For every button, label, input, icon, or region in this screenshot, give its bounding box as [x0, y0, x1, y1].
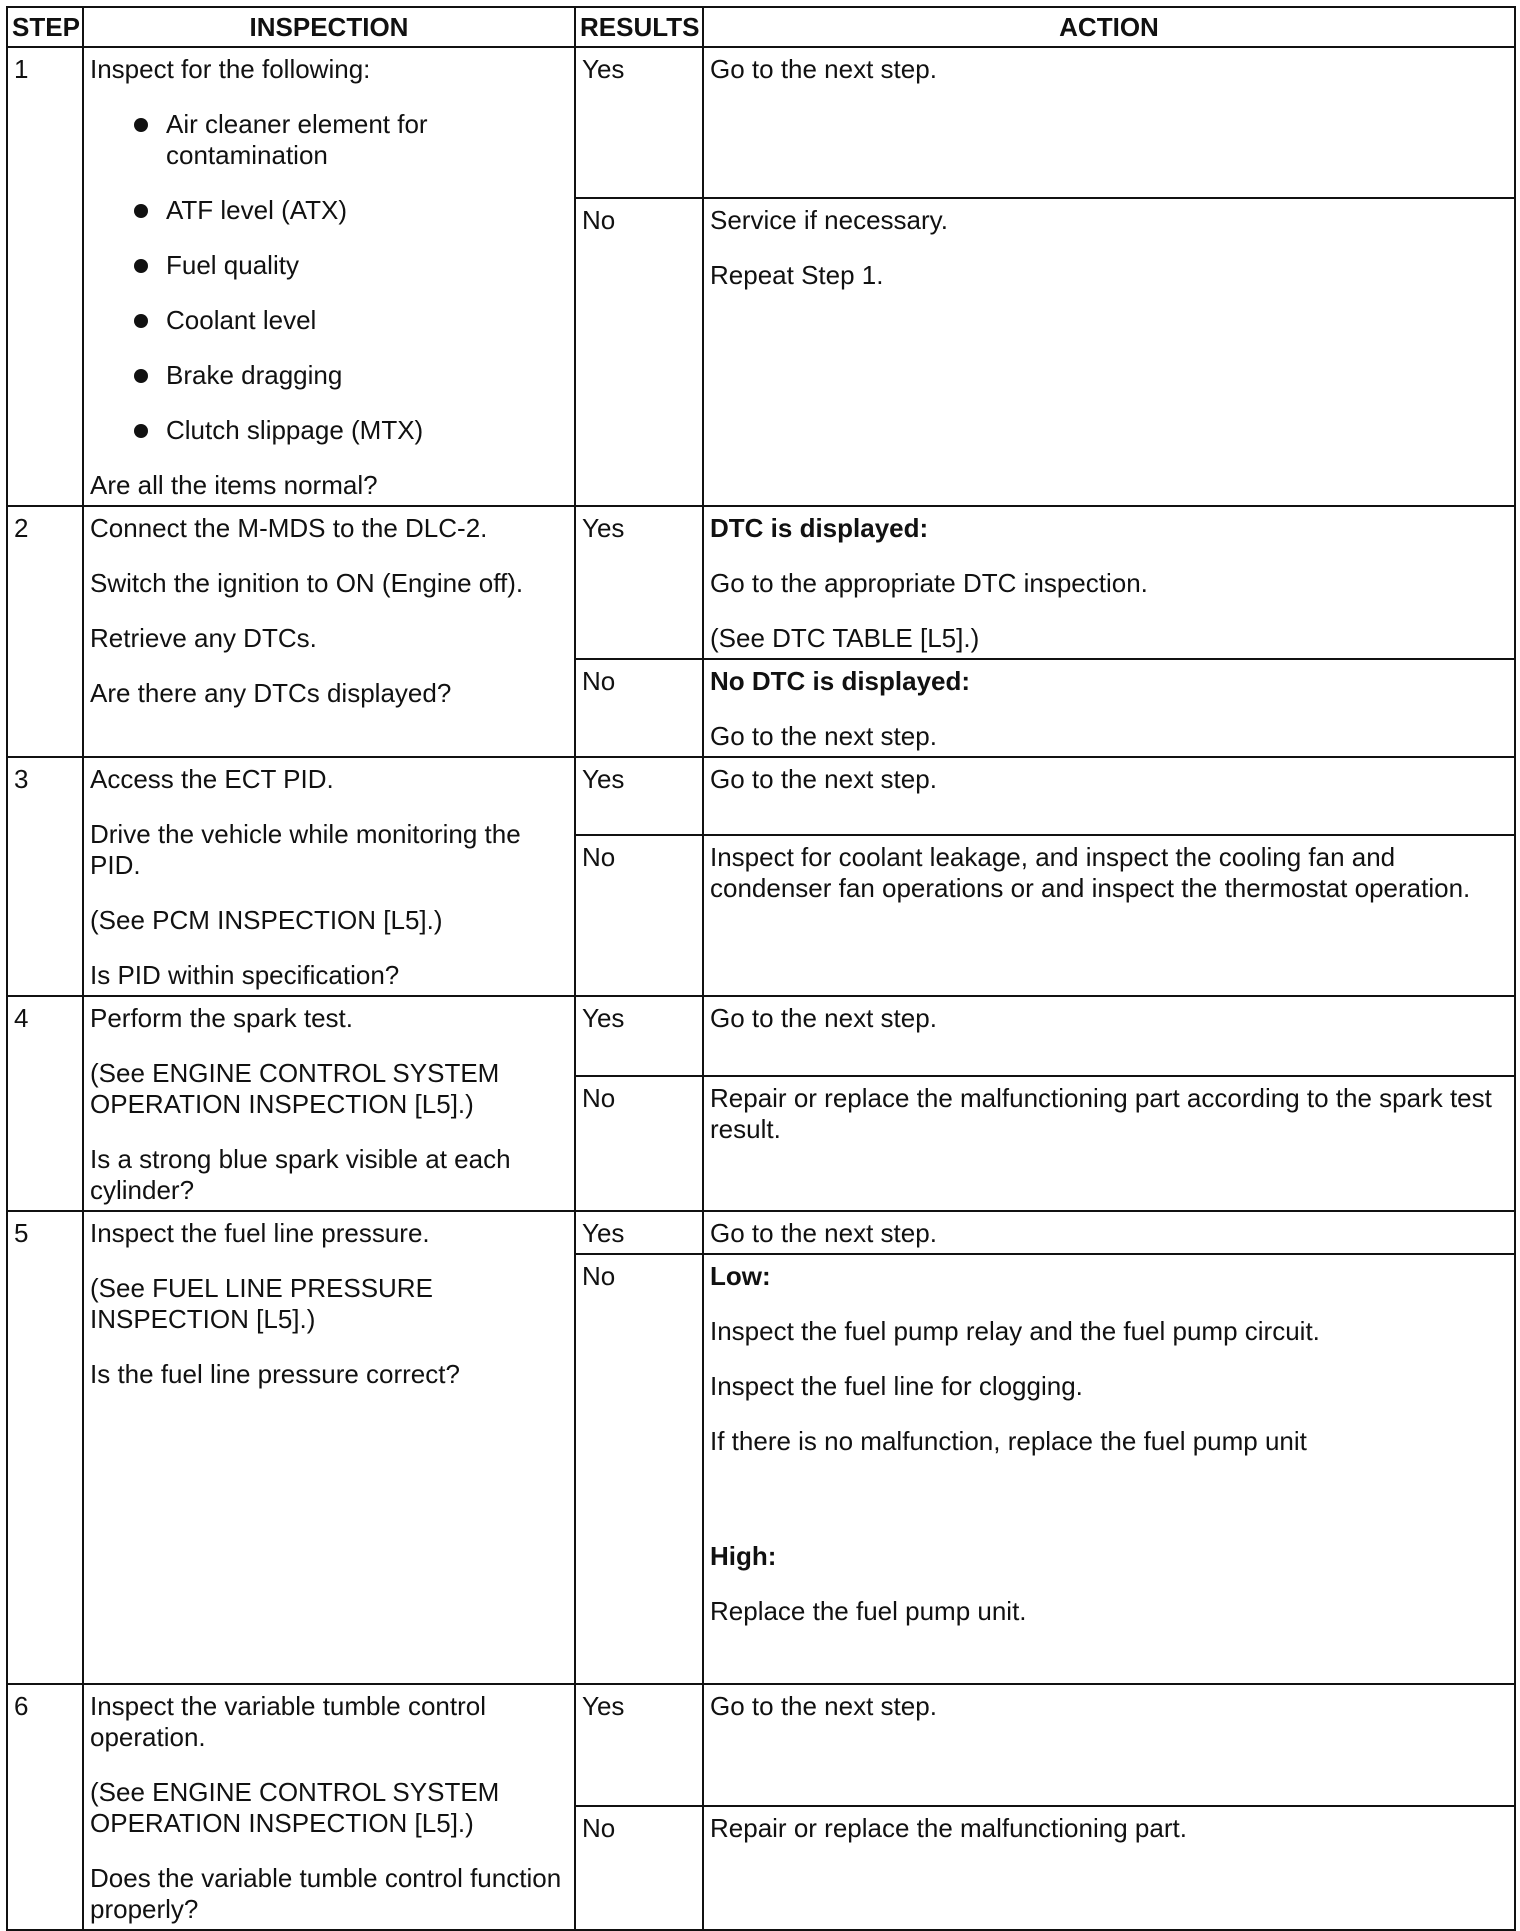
inspection-question: Does the variable tumble control function properly? — [90, 1863, 562, 1924]
action-text: Service if necessary. — [710, 205, 948, 235]
action-heading: No DTC is displayed: — [710, 666, 971, 696]
action-text: Go to the next step. — [710, 1003, 937, 1033]
result-no: No — [575, 198, 703, 506]
action-cell — [703, 47, 1515, 198]
action-heading-low: Low: — [710, 1261, 771, 1291]
checklist-item: ATF level (ATX) — [90, 195, 568, 226]
result-yes: Yes — [575, 1211, 703, 1254]
action-text: Inspect for coolant leakage, and inspect the cooling fan and condenser fan operations or and inspect the thermostat operation. — [710, 842, 1471, 903]
inspection-cell — [83, 996, 575, 1211]
action-cell — [703, 506, 1515, 659]
step-2-yes-row — [7, 506, 1515, 659]
action-cell — [703, 1076, 1515, 1211]
action-text: Go to the next step. — [710, 54, 937, 84]
checklist-item: Coolant level — [90, 305, 568, 336]
result-yes: Yes — [575, 757, 703, 835]
result-yes: Yes — [575, 506, 703, 659]
action-cell — [703, 659, 1515, 757]
inspection-question: Is the fuel line pressure correct? — [90, 1359, 460, 1389]
action-cell — [703, 996, 1515, 1076]
inspection-question: Are all the items normal? — [90, 470, 378, 500]
result-no: No — [575, 1076, 703, 1211]
action-cell — [703, 198, 1515, 506]
inspection-text: Drive the vehicle while monitoring the PID. — [90, 819, 521, 880]
step-4-yes-row — [7, 996, 1515, 1076]
action-text: Inspect the fuel pump relay and the fuel pump circuit. — [710, 1316, 1320, 1346]
checklist-item: Brake dragging — [90, 360, 568, 391]
result-no: No — [575, 1254, 703, 1684]
inspection-cell — [83, 47, 575, 506]
diagnostic-procedure-sheet — [6, 6, 1514, 1931]
inspection-question: Are there any DTCs displayed? — [90, 678, 452, 708]
inspection-question: Is PID within specification? — [90, 960, 400, 990]
action-cell — [703, 1684, 1515, 1806]
step-number: 2 — [7, 506, 83, 757]
step-number: 3 — [7, 757, 83, 996]
checklist-item: Clutch slippage (MTX) — [90, 415, 568, 446]
action-cell — [703, 835, 1515, 996]
inspection-reference: (See ENGINE CONTROL SYSTEM OPERATION INSPECTION [L5].) — [90, 1777, 500, 1838]
checklist-item: Air cleaner element for contamination — [90, 109, 568, 171]
inspection-reference: (See FUEL LINE PRESSURE INSPECTION [L5].) — [90, 1273, 433, 1334]
action-text: Go to the next step. — [710, 721, 937, 751]
checklist-item: Fuel quality — [90, 250, 568, 281]
result-yes: Yes — [575, 47, 703, 198]
action-text: Repair or replace the malfunctioning part. — [710, 1813, 1187, 1843]
spacer — [710, 1481, 1508, 1541]
action-text: Go to the appropriate DTC inspection. — [710, 568, 1148, 598]
inspection-text: Inspect the fuel line pressure. — [90, 1218, 430, 1248]
result-yes: Yes — [575, 1684, 703, 1806]
header-inspection: INSPECTION — [83, 7, 575, 47]
action-text: Go to the next step. — [710, 764, 937, 794]
inspection-text: Perform the spark test. — [90, 1003, 353, 1033]
action-cell — [703, 1254, 1515, 1684]
inspection-cell — [83, 506, 575, 757]
header-action: ACTION — [703, 7, 1515, 47]
inspection-cell — [83, 757, 575, 996]
action-text: Go to the next step. — [710, 1691, 937, 1721]
inspection-cell — [83, 1684, 575, 1930]
inspection-reference: (See PCM INSPECTION [L5].) — [90, 905, 443, 935]
result-no: No — [575, 659, 703, 757]
inspection-text: Connect the M-MDS to the DLC-2. — [90, 513, 488, 543]
header-row — [7, 7, 1515, 47]
inspection-text: Retrieve any DTCs. — [90, 623, 317, 653]
action-cell — [703, 1211, 1515, 1254]
result-no: No — [575, 1806, 703, 1930]
inspection-reference: (See ENGINE CONTROL SYSTEM OPERATION INSPECTION [L5].) — [90, 1058, 500, 1119]
action-text: Replace the fuel pump unit. — [710, 1596, 1027, 1626]
action-text: Inspect the fuel line for clogging. — [710, 1371, 1083, 1401]
step-number: 4 — [7, 996, 83, 1211]
step-6-yes-row — [7, 1684, 1515, 1806]
action-text: Repair or replace the malfunctioning part according to the spark test result. — [710, 1083, 1492, 1144]
action-heading-high: High: — [710, 1541, 777, 1571]
step-3-yes-row — [7, 757, 1515, 835]
inspection-checklist — [90, 109, 568, 446]
header-step: STEP — [7, 7, 83, 47]
step-number: 6 — [7, 1684, 83, 1930]
result-no: No — [575, 835, 703, 996]
action-text: Go to the next step. — [710, 1218, 937, 1248]
inspection-text: Inspect the variable tumble control operation. — [90, 1691, 486, 1752]
action-cell — [703, 1806, 1515, 1930]
result-yes: Yes — [575, 996, 703, 1076]
action-reference: (See DTC TABLE [L5].) — [710, 623, 980, 653]
inspection-text: Switch the ignition to ON (Engine off). — [90, 568, 524, 598]
step-5-yes-row — [7, 1211, 1515, 1254]
inspection-text: Inspect for the following: — [90, 54, 371, 84]
inspection-text: Access the ECT PID. — [90, 764, 334, 794]
inspection-question: Is a strong blue spark visible at each cylinder? — [90, 1144, 511, 1205]
step-number: 5 — [7, 1211, 83, 1684]
inspection-cell — [83, 1211, 575, 1684]
header-results: RESULTS — [575, 7, 703, 47]
action-text: Repeat Step 1. — [710, 260, 884, 290]
diagnostic-table — [6, 6, 1516, 1931]
step-1-yes-row — [7, 47, 1515, 198]
action-cell — [703, 757, 1515, 835]
action-heading: DTC is displayed: — [710, 513, 929, 543]
step-number: 1 — [7, 47, 83, 506]
action-text: If there is no malfunction, replace the fuel pump unit — [710, 1426, 1307, 1456]
